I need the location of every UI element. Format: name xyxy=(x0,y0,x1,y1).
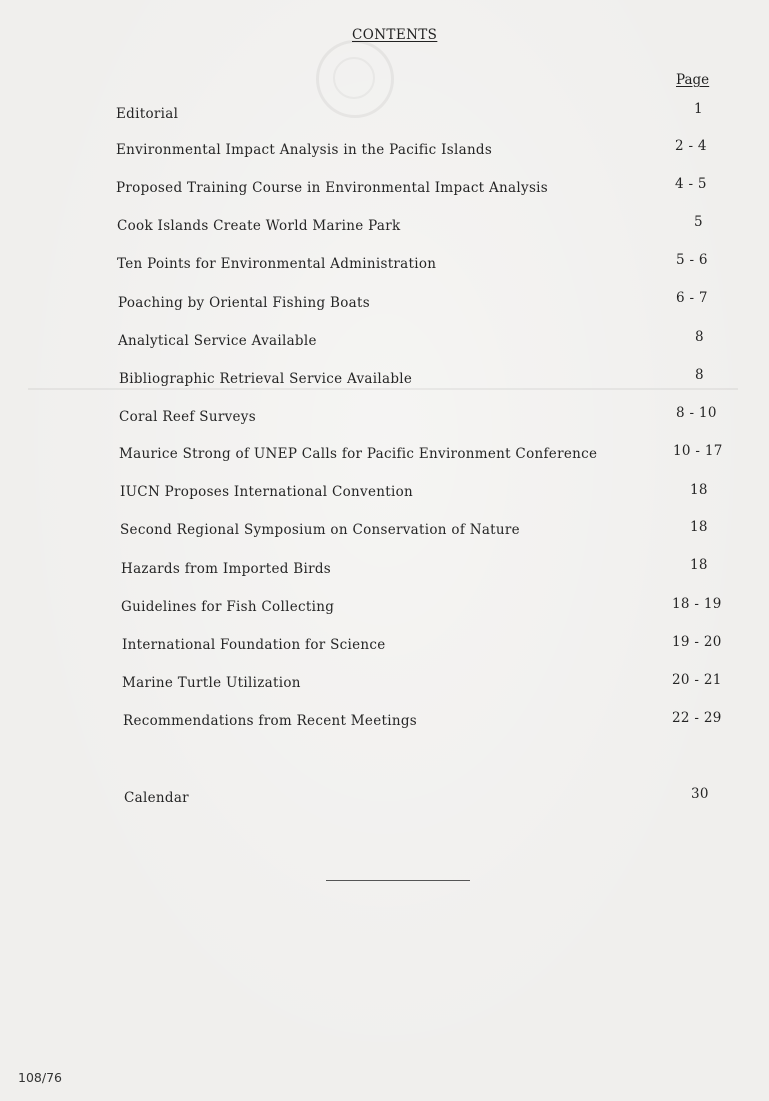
toc-entry-pages: 2 - 4 xyxy=(675,138,707,154)
toc-entry-title: Proposed Training Course in Environmental Impact Analysis xyxy=(116,180,549,196)
section-divider xyxy=(326,880,470,881)
toc-entry-pages: 4 - 5 xyxy=(675,176,707,192)
toc-entry-title: Maurice Strong of UNEP Calls for Pacific Environment Conference xyxy=(119,446,598,462)
toc-entry-pages: 18 xyxy=(690,519,708,535)
contents-heading: CONTENTS xyxy=(352,27,438,43)
toc-entry-title: Bibliographic Retrieval Service Available xyxy=(119,371,413,387)
toc-entry-title: Environmental Impact Analysis in the Pacific Islands xyxy=(116,142,493,158)
toc-entry-title: Cook Islands Create World Marine Park xyxy=(117,218,401,234)
toc-entry-pages: 8 xyxy=(695,367,704,383)
toc-entry-title: Guidelines for Fish Collecting xyxy=(121,599,335,615)
toc-entry-pages: 8 xyxy=(695,329,704,345)
toc-entry-title: Second Regional Symposium on Conservation of Nature xyxy=(120,522,520,538)
toc-entry-pages: 18 xyxy=(690,557,708,573)
page-column-heading: Page xyxy=(676,72,710,88)
toc-entry-title: Ten Points for Environmental Administration xyxy=(117,256,437,272)
toc-entry-title: Recommendations from Recent Meetings xyxy=(123,713,417,729)
document-code: 108/76 xyxy=(18,1070,62,1085)
toc-entry-title: Poaching by Oriental Fishing Boats xyxy=(118,295,370,311)
toc-entry-title: Coral Reef Surveys xyxy=(119,409,256,425)
toc-entry-pages: 5 xyxy=(694,214,703,230)
toc-entry-pages: 19 - 20 xyxy=(672,634,722,650)
toc-entry-title: Calendar xyxy=(124,790,189,806)
toc-entry-pages: 5 - 6 xyxy=(676,252,708,268)
toc-entry-title: Marine Turtle Utilization xyxy=(122,675,301,691)
toc-entry-pages: 1 xyxy=(694,101,703,117)
toc-entry-pages: 20 - 21 xyxy=(672,672,722,688)
toc-entry-pages: 6 - 7 xyxy=(676,290,708,306)
toc-entry-pages: 30 xyxy=(691,786,709,802)
toc-entry-title: International Foundation for Science xyxy=(122,637,386,653)
toc-entry-title: Editorial xyxy=(116,106,179,122)
toc-entry-title: Analytical Service Available xyxy=(118,333,317,349)
toc-entry-pages: 18 xyxy=(690,482,708,498)
toc-entry-title: Hazards from Imported Birds xyxy=(121,561,332,577)
toc-entry-title: IUCN Proposes International Convention xyxy=(120,484,414,500)
toc-entry-pages: 8 - 10 xyxy=(676,405,717,421)
toc-entry-pages: 10 - 17 xyxy=(673,443,723,459)
toc-entry-pages: 22 - 29 xyxy=(672,710,722,726)
toc-entry-pages: 18 - 19 xyxy=(672,596,722,612)
